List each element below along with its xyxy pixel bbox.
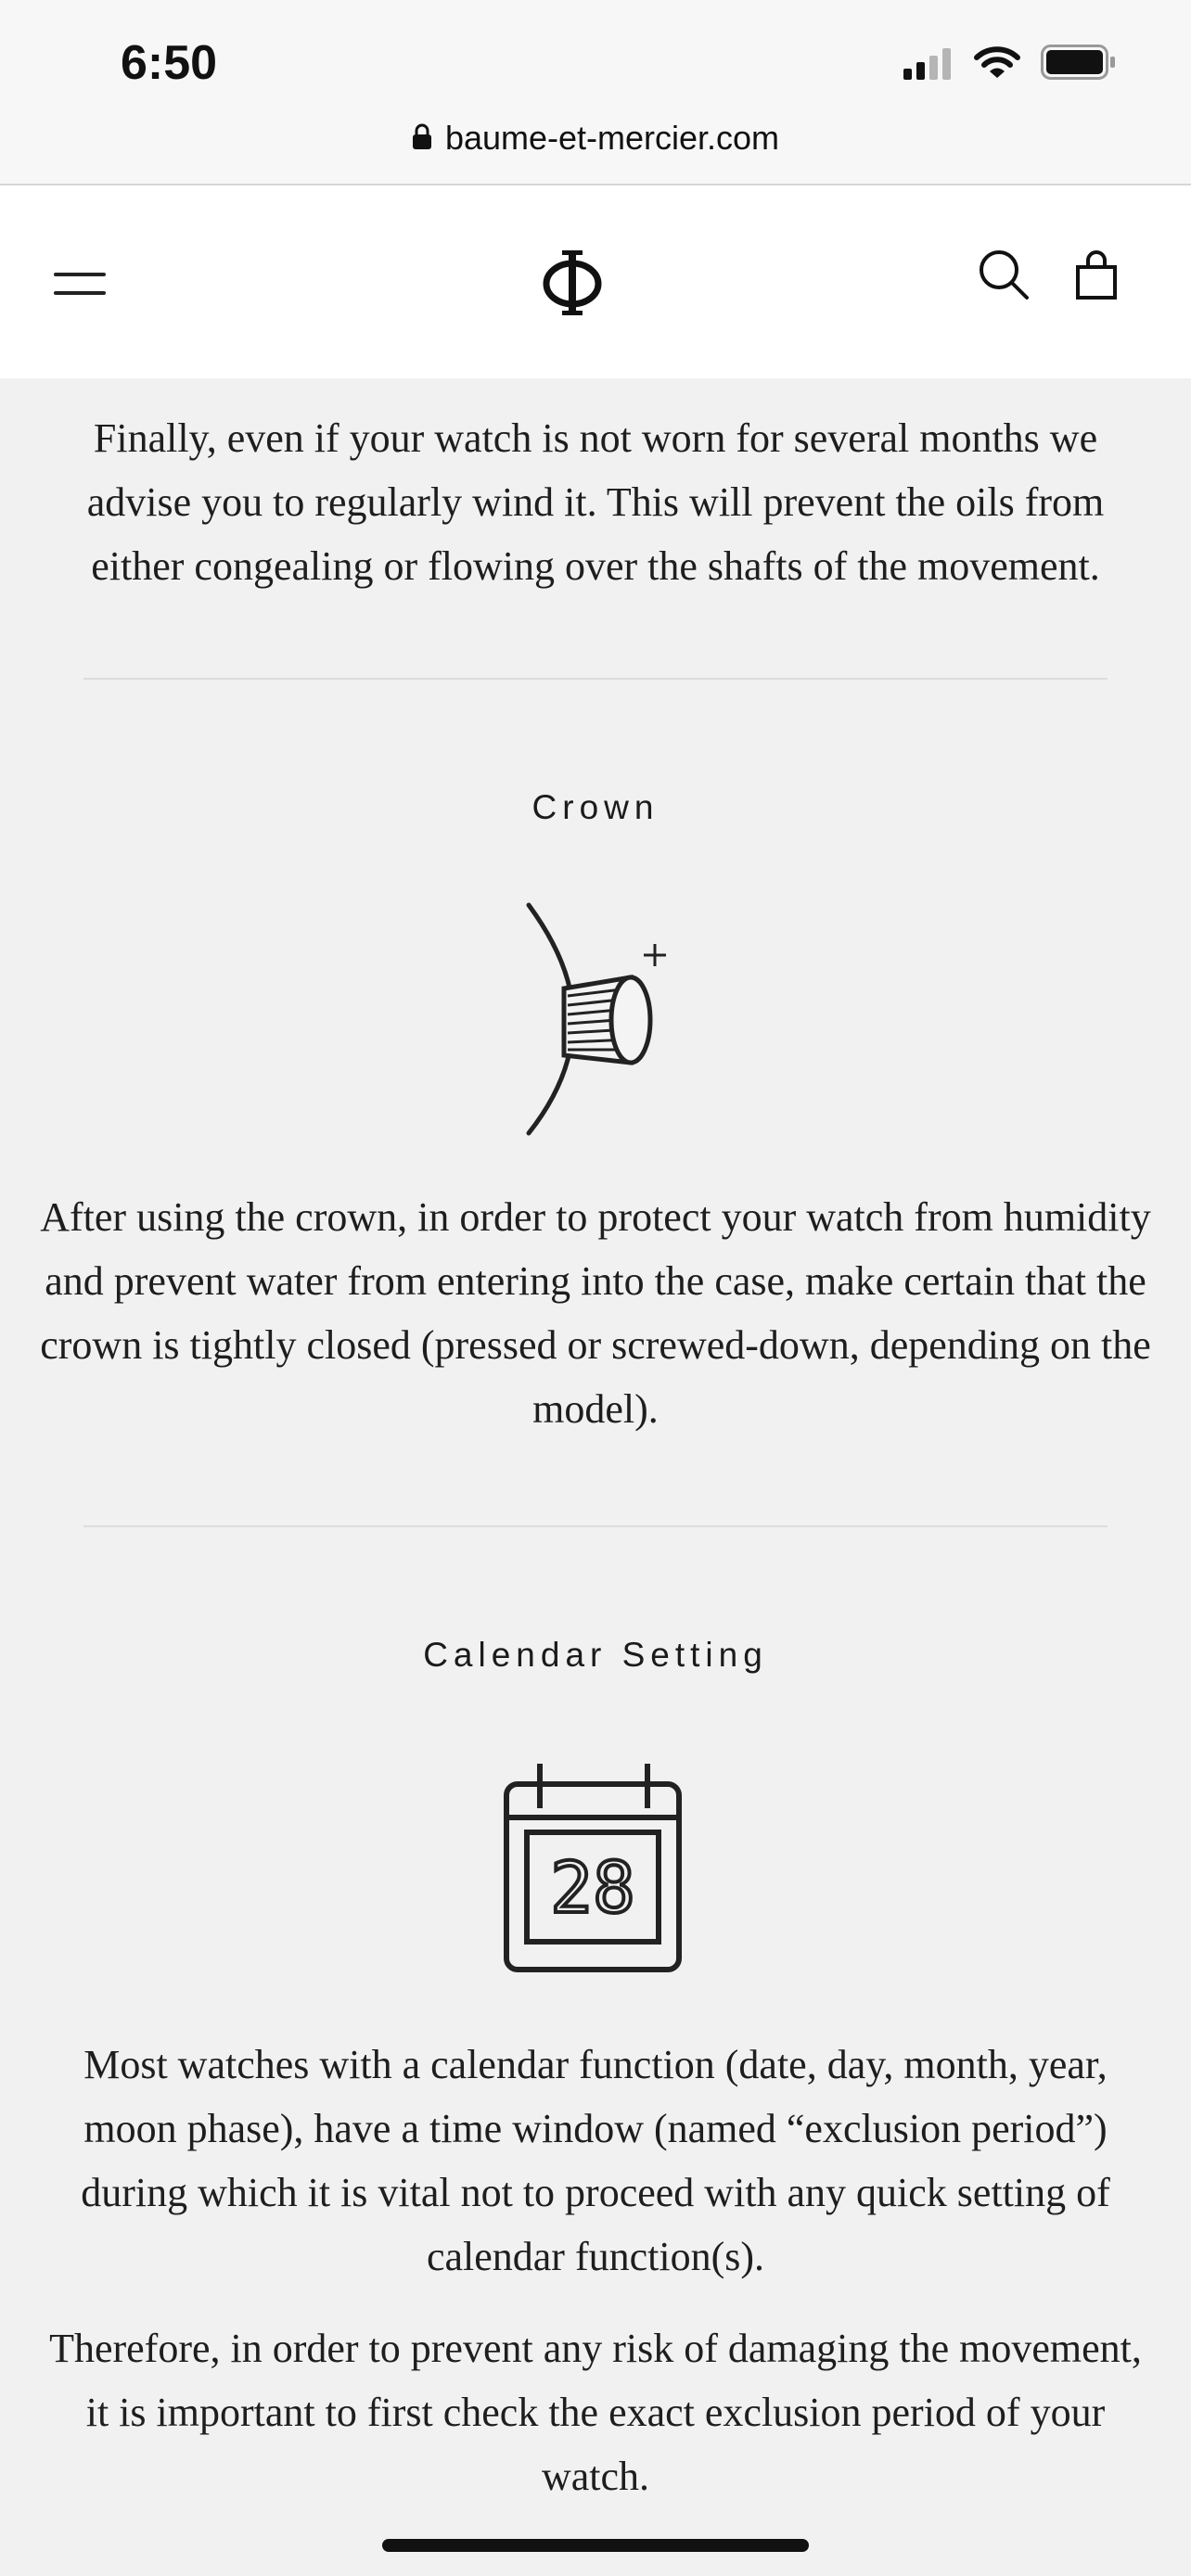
calendar-paragraph-2: Therefore, in order to prevent any risk of damaging the movement, it is important to first check the exact exclusion period of your watch. [49, 2326, 1142, 2499]
section-title-crown: Crown [531, 788, 660, 826]
crown-paragraph: After using the crown, in order to protect your watch from humidity and prevent water from entering into the case, make certain that the crown is tightly closed (pressed or screwed-down, depending on the model). [40, 1194, 1151, 1432]
crown-icon [516, 894, 673, 1149]
status-bar [0, 0, 1191, 111]
calendar-day: 28 [550, 1846, 635, 1929]
phi-logo-icon[interactable] [540, 245, 605, 319]
battery-icon [1041, 45, 1117, 84]
cellular-signal-icon [903, 48, 954, 84]
calendar-paragraph-1: Most watches with a calendar function (date, day, month, year, moon phase), have a time window (named “exclusion period”) during which it is vital not to proceed with any quick setting of calendar function(s). [81, 2042, 1110, 2279]
search-icon[interactable] [978, 249, 1030, 300]
status-time: 6:50 [121, 36, 218, 90]
home-indicator[interactable] [382, 2539, 809, 2552]
shopping-bag-icon[interactable] [1074, 249, 1119, 300]
section-title-calendar: Calendar Setting [423, 1636, 768, 1674]
url-display[interactable] [412, 119, 779, 158]
calendar-icon [501, 1764, 686, 1983]
wifi-icon [974, 46, 1020, 84]
lock-icon [412, 122, 432, 155]
section-divider [83, 1525, 1108, 1527]
intro-paragraph: Finally, even if your watch is not worn for several months we advise you to regularly wind it. This will prevent the oils from either congealing or flowing over the shafts of the movement. [86, 415, 1105, 589]
url-bar[interactable] [0, 111, 1191, 184]
status-icons [903, 45, 1117, 84]
url-text: baume-et-mercier.com [444, 119, 780, 157]
hamburger-menu-icon[interactable] [54, 267, 108, 299]
section-divider [83, 678, 1108, 680]
